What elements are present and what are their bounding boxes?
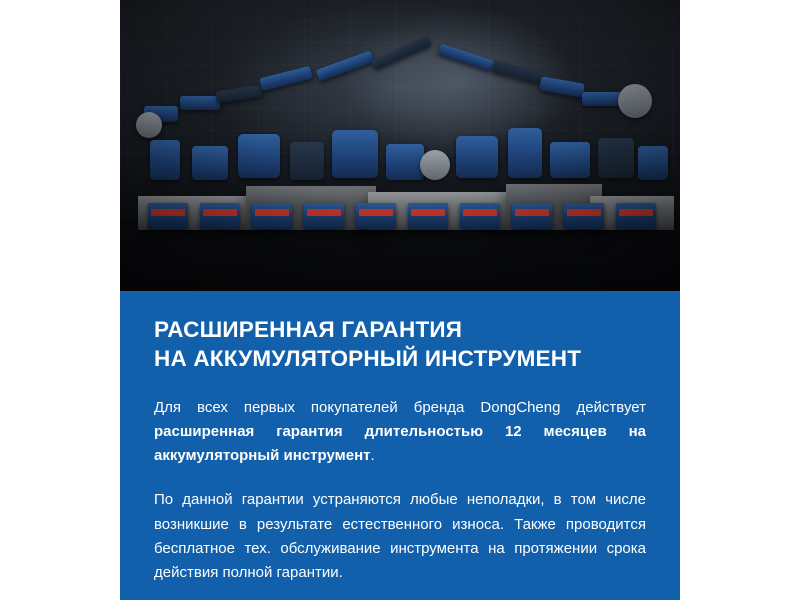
warranty-paragraph-1-bold: расширенная гарантия длительностью 12 месяцев на аккумуляторный инструмент	[154, 422, 646, 465]
promo-text-block	[120, 291, 680, 600]
page-title	[154, 315, 646, 374]
headline-line-1: РАСШИРЕННАЯ ГАРАНТИЯ	[154, 317, 463, 342]
power-tools-lineup-photo	[120, 0, 680, 291]
photo-vignette	[120, 0, 680, 291]
warranty-paragraph-1-part2: .	[370, 447, 375, 465]
headline-line-2: НА АККУМУЛЯТОРНЫЙ ИНСТРУМЕНТ	[154, 346, 582, 372]
promo-banner	[120, 0, 680, 600]
warranty-paragraph-1-part1: Для всех первых покупателей бренда DongCheng действует	[154, 398, 646, 416]
warranty-paragraph-1	[154, 396, 646, 469]
warranty-paragraph-2: По данной гарантии устраняются любые неполадки, в том числе возникшие в результате естественного износа. Также проводится бесплатное тех. обслуживание инструмента на протяжении срока действия полной гарантии.	[154, 491, 646, 582]
